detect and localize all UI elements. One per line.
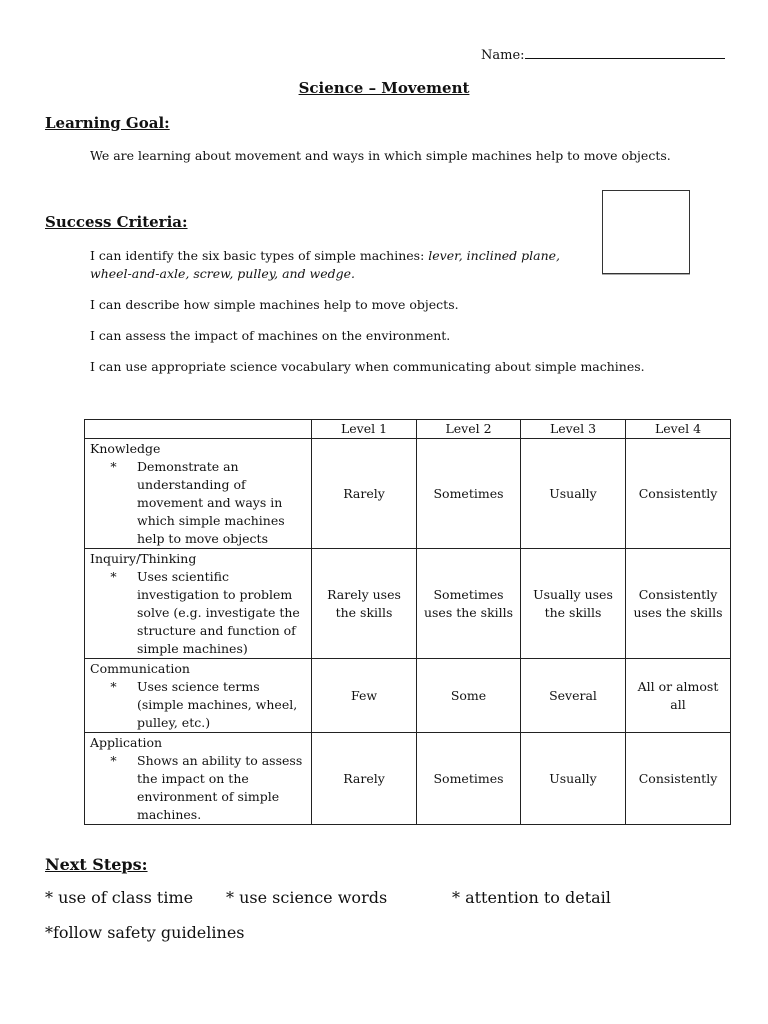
bullet-marker: * xyxy=(110,679,117,694)
criterion-cell xyxy=(85,439,312,549)
level-header: Level 1 xyxy=(312,420,417,439)
level-cell: Usually xyxy=(521,733,626,825)
next-steps-heading: Next Steps: xyxy=(45,855,148,874)
rubric-row-communication xyxy=(85,659,731,733)
criterion-description: Uses science terms (simple machines, wheel, pulley, etc.) xyxy=(137,679,298,730)
rubric-header-row xyxy=(85,420,731,439)
criterion-title: Inquiry/Thinking xyxy=(90,551,197,566)
name-blank-line[interactable] xyxy=(525,46,725,59)
criterion-description: Uses scientific investigation to problem solve (e.g. investigate the structure and function of simple machines) xyxy=(137,569,300,656)
criteria-item-1-italic-a: lever, inclined plane, xyxy=(428,248,561,263)
self-assessment-box[interactable] xyxy=(602,190,690,274)
criteria-item-1 xyxy=(90,247,590,283)
level-cell: Usually uses the skills xyxy=(521,549,626,659)
rubric-corner-cell xyxy=(85,420,312,439)
level-cell: Consistently uses the skills xyxy=(626,549,731,659)
level-cell: Rarely uses the skills xyxy=(312,549,417,659)
bullet-marker: * xyxy=(110,459,117,474)
level-cell: Several xyxy=(521,659,626,733)
level-cell: Few xyxy=(312,659,417,733)
criteria-item-4: I can use appropriate science vocabulary when communicating about simple machines. xyxy=(90,359,645,374)
criterion-cell xyxy=(85,549,312,659)
criteria-item-2: I can describe how simple machines help to move objects. xyxy=(90,297,459,312)
rubric-row-knowledge xyxy=(85,439,731,549)
criteria-item-3: I can assess the impact of machines on the environment. xyxy=(90,328,451,343)
level-header: Level 3 xyxy=(521,420,626,439)
level-cell: Some xyxy=(417,659,521,733)
criteria-item-1-plain: I can identify the six basic types of simple machines: xyxy=(90,248,429,263)
success-criteria-heading: Success Criteria: xyxy=(45,213,188,231)
bullet-marker: * xyxy=(110,569,117,584)
level-cell: Usually xyxy=(521,439,626,549)
next-step-item: * attention to detail xyxy=(452,888,611,907)
level-cell: Consistently xyxy=(626,439,731,549)
learning-goal-text: We are learning about movement and ways in which simple machines help to move objects. xyxy=(90,148,671,163)
page-title: Science – Movement xyxy=(298,79,470,97)
criterion-description: Shows an ability to assess the impact on the environment of simple machines. xyxy=(137,753,303,822)
learning-goal-heading: Learning Goal: xyxy=(45,114,170,132)
criterion-cell xyxy=(85,733,312,825)
criterion-cell xyxy=(85,659,312,733)
criterion-title: Knowledge xyxy=(90,441,161,456)
level-cell: Rarely xyxy=(312,733,417,825)
level-cell: Sometimes xyxy=(417,733,521,825)
level-header: Level 2 xyxy=(417,420,521,439)
criterion-title: Communication xyxy=(90,661,190,676)
level-header: Level 4 xyxy=(626,420,731,439)
level-cell: Consistently xyxy=(626,733,731,825)
bullet-marker: * xyxy=(110,753,117,768)
level-cell: Sometimes uses the skills xyxy=(417,549,521,659)
next-step-item: * use science words xyxy=(226,888,388,907)
level-cell: Rarely xyxy=(312,439,417,549)
next-step-item: * use of class time xyxy=(45,888,194,907)
rubric-row-inquiry xyxy=(85,549,731,659)
rubric-table xyxy=(84,419,731,825)
name-label: Name: xyxy=(481,48,525,63)
criterion-title: Application xyxy=(90,735,163,750)
level-cell: All or almost all xyxy=(626,659,731,733)
name-field[interactable] xyxy=(481,46,725,63)
criteria-item-1-italic-b: wheel-and-axle, screw, pulley, and wedge. xyxy=(90,266,356,281)
criterion-description: Demonstrate an understanding of movement and ways in which simple machines help to move objects xyxy=(137,459,285,546)
level-cell: Sometimes xyxy=(417,439,521,549)
rubric-row-application xyxy=(85,733,731,825)
next-step-item: *follow safety guidelines xyxy=(45,923,245,942)
